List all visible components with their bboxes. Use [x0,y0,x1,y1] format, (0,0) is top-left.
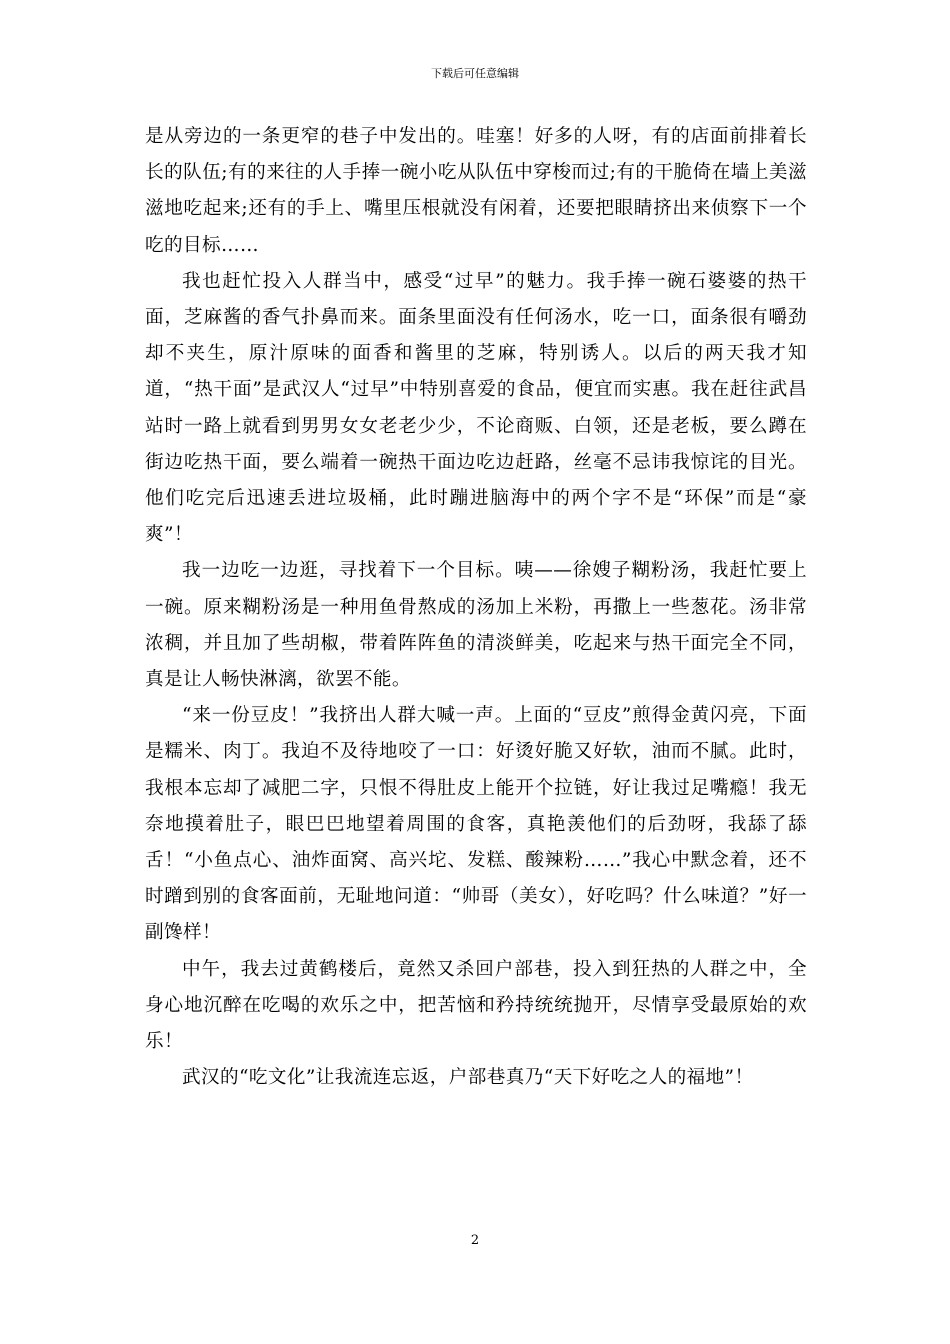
paragraph-noon: 中午，我去过黄鹤楼后，竟然又杀回户部巷，投入到狂热的人群之中，全身心地沉醉在吃喝的欢乐之中，把苦恼和矜持统统抛开，尽情享受最原始的欢乐！ [145,958,807,1053]
page-header: 下载后可任意编辑 [431,67,519,80]
page-number: 2 [470,1233,480,1248]
paragraph-doupi: “来一份豆皮！”我挤出人群大喊一声。上面的“豆皮”煎得金黄闪亮，下面是糯米、肉丁。我迫不及待地咬了一口：好烫好脆又好软，油而不腻。此时，我根本忘却了减肥二字，只恨不得肚皮上能开个拉链，好让我过足嘴瘾！我无奈地摸着肚子，眼巴巴地望着周围的食客，真艳羡他们的后劲呀，我舔了舔舌！“小鱼点心、油炸面窝、高兴坨、发糕、酸辣粉……”我心中默念着，还不时蹭到别的食客面前，无耻地问道：“帅哥（美女），好吃吗？什么味道？”好一副馋样！ [145,705,807,944]
paragraph-fish-soup: 我一边吃一边逛，寻找着下一个目标。咦——徐嫂子糊粉汤，我赶忙要上一碗。原来糊粉汤是一种用鱼骨熬成的汤加上米粉，再撒上一些葱花。汤非常浓稠，并且加了些胡椒，带着阵阵鱼的清淡鲜美，吃起来与热干面完全不同，真是让人畅快淋漓，欲罢不能。 [145,560,807,691]
document-body [145,119,807,1096]
paragraph-continuation: 是从旁边的一条更窄的巷子中发出的。哇塞！好多的人呀，有的店面前排着长长的队伍;有的来往的人手捧一碗小吃从队伍中穿梭而过;有的干脆倚在墙上美滋滋地吃起来;还有的手上、嘴里压根就没有闲着，还要把眼睛挤出来侦察下一个吃的目标…… [145,126,807,256]
paragraph-conclusion: 武汉的“吃文化”让我流连忘返，户部巷真乃“天下好吃之人的福地”！ [182,1067,754,1089]
paragraph-hot-dry-noodles: 我也赶忙投入人群当中，感受“过早”的魅力。我手捧一碗石婆婆的热干面，芝麻酱的香气扑鼻而来。面条里面没有任何汤水，吃一口，面条很有嚼劲却不夹生，原汁原味的面香和酱里的芝麻，特别诱人。以后的两天我才知道，“热干面”是武汉人“过早”中特别喜爱的食品，便宜而实惠。我在赶往武昌站时一路上就看到男男女女老老少少，不论商贩、白领，还是老板，要么蹲在街边吃热干面，要么端着一碗热干面边吃边赶路，丝毫不忌讳我惊诧的目光。他们吃完后迅速丢进垃圾桶，此时蹦进脑海中的两个字不是“环保”而是“豪爽”！ [145,270,807,546]
